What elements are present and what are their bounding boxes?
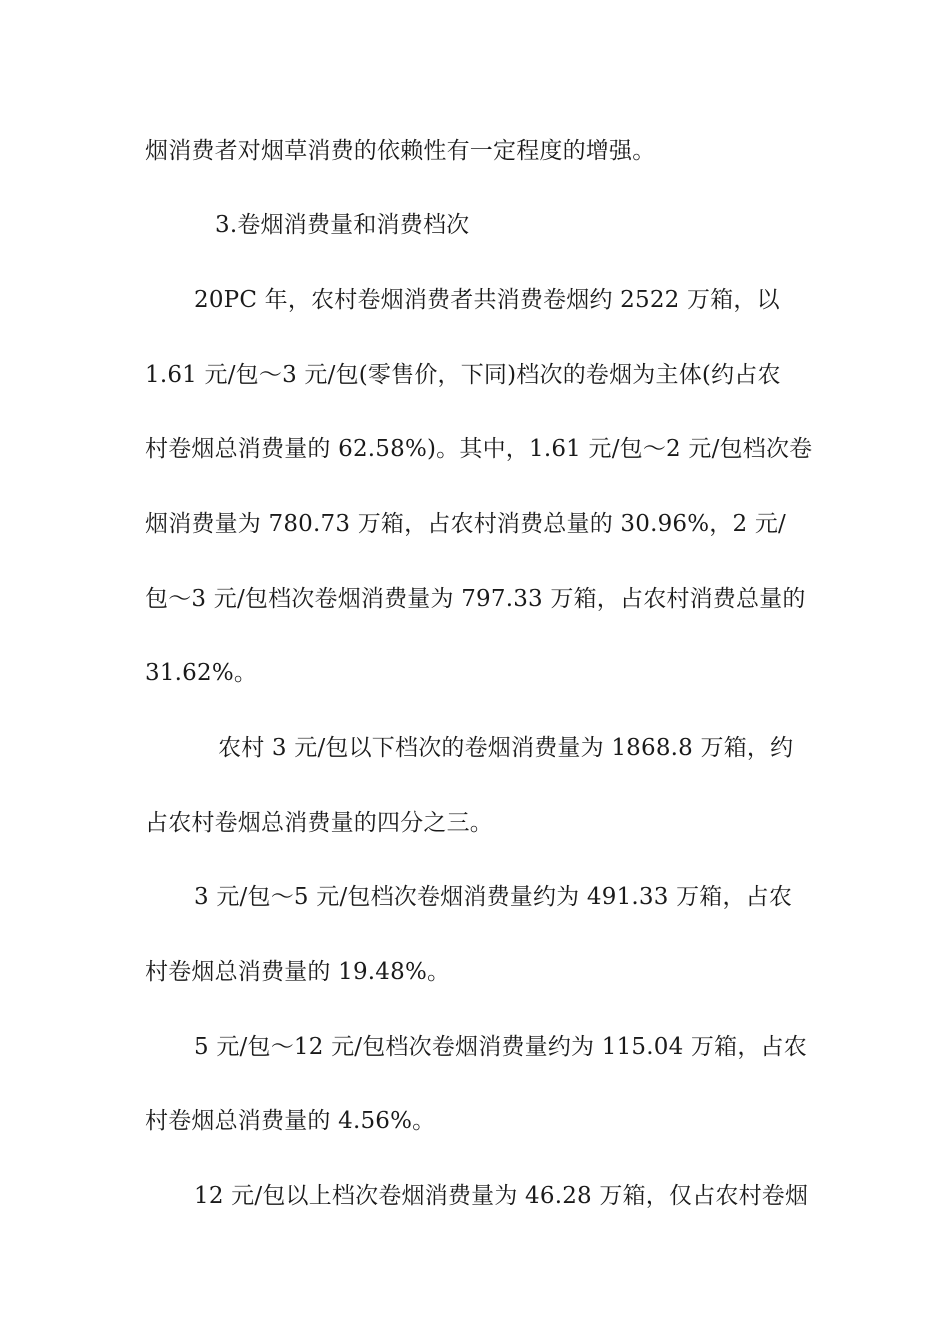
text-line-8: 31.62%。	[145, 660, 258, 686]
text-line-10: 占农村卷烟总消费量的四分之三。	[145, 810, 493, 836]
text-line-15: 12 元/包以上档次卷烟消费量为 46.28 万箱，仅占农村卷烟	[194, 1183, 809, 1209]
text-line-14: 村卷烟总消费量的 4.56%。	[145, 1108, 436, 1134]
text-line-12: 村卷烟总消费量的 19.48%。	[145, 959, 451, 985]
section-heading: 3.卷烟消费量和消费档次	[215, 212, 470, 238]
text-line-4: 1.61 元/包～3 元/包(零售价，下同)档次的卷烟为主体(约占农	[145, 362, 781, 388]
text-line-7: 包～3 元/包档次卷烟消费量为 797.33 万箱，占农村消费总量的	[145, 586, 806, 612]
text-line-6: 烟消费量为 780.73 万箱，占农村消费总量的 30.96%，2 元/	[145, 511, 787, 537]
text-line-13: 5 元/包～12 元/包档次卷烟消费量约为 115.04 万箱，占农	[194, 1034, 807, 1060]
text-line-11: 3 元/包～5 元/包档次卷烟消费量约为 491.33 万箱，占农	[194, 884, 793, 910]
text-line-1: 烟消费者对烟草消费的依赖性有一定程度的增强。	[145, 138, 656, 164]
text-line-3: 20PC 年，农村卷烟消费者共消费卷烟约 2522 万箱，以	[194, 287, 780, 313]
text-line-9: 农村 3 元/包以下档次的卷烟消费量为 1868.8 万箱，约	[218, 735, 794, 761]
text-line-5: 村卷烟总消费量的 62.58%)。其中，1.61 元/包～2 元/包档次卷	[145, 436, 813, 462]
